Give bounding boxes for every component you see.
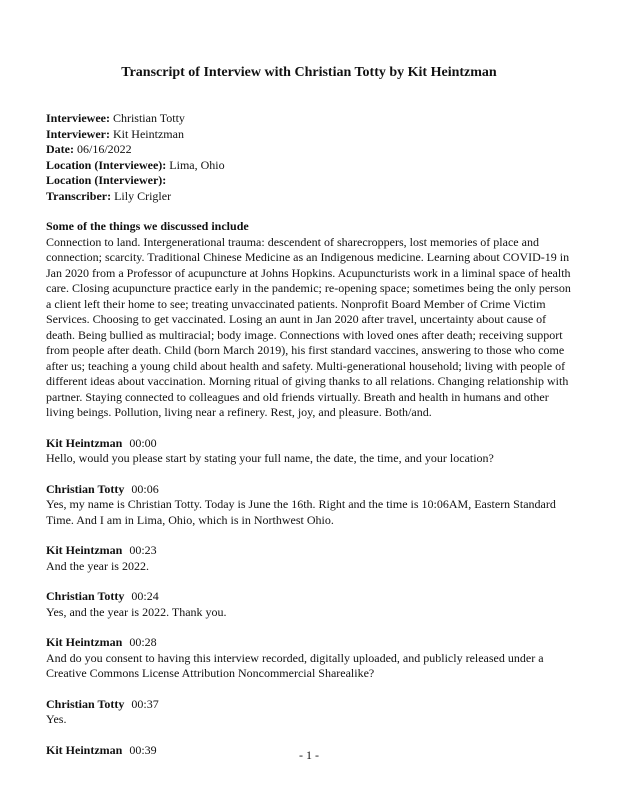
- summary-heading: Some of the things we discussed include: [46, 219, 249, 233]
- dialogue-turn: [46, 635, 572, 682]
- speaker-line: [46, 635, 572, 651]
- dialogue-text: Hello, would you please start by stating your full name, the date, the time, and your location?: [46, 451, 494, 465]
- speaker-line: [46, 589, 572, 605]
- dialogue-section: [46, 436, 572, 759]
- metadata-value: Christian Totty: [112, 111, 185, 125]
- metadata-row-interviewee: [46, 111, 572, 127]
- dialogue-turn: [46, 482, 572, 529]
- speaker-line: [46, 543, 572, 559]
- dialogue-text: Yes, my name is Christian Totty. Today is June the 16th. Right and the time is 10:06AM, Eastern Standard Time. And I am in Lima, Ohio, which is in Northwest Ohio.: [46, 497, 556, 527]
- page-title: Transcript of Interview with Christian Totty by Kit Heintzman: [121, 65, 497, 80]
- speaker-name: Kit Heintzman: [46, 742, 123, 757]
- dialogue-turn: [46, 436, 572, 467]
- metadata-value: Kit Heintzman: [112, 126, 184, 141]
- dialogue-text: And the year is 2022.: [46, 558, 149, 573]
- speaker-name: Kit Heintzman: [46, 543, 123, 557]
- metadata-value: Lima, Ohio: [169, 157, 225, 172]
- timestamp: 00:00: [129, 435, 157, 450]
- dialogue-text: Yes, and the year is 2022. Thank you.: [46, 604, 227, 619]
- metadata-row-transcriber: [46, 189, 572, 205]
- dialogue-turn: [46, 543, 572, 574]
- speaker-name: Christian Totty: [46, 481, 125, 496]
- dialogue-turn: [46, 697, 572, 728]
- speaker-name: Christian Totty: [46, 696, 125, 711]
- metadata-row-date: [46, 142, 572, 158]
- metadata-value: 06/16/2022: [76, 142, 132, 156]
- page-number: - 1 -: [299, 748, 319, 762]
- dialogue-turn: [46, 589, 572, 620]
- speaker-name: Kit Heintzman: [46, 635, 123, 649]
- metadata-label: Transcriber:: [46, 188, 112, 203]
- summary-text: Connection to land. Intergenerational trauma: descendent of sharecroppers, lost memories of place and connection; scarcity. Traditional Chinese Medicine as an Indigenous medicine. Learning about COVID-19 in Jan 2020 from a Professor of acupuncture at Johns Hopkins. Acupuncturists work in a liminal space of health care. Closing acupuncture practice early in the pandemic; re-opening space; sometimes being the only person a client left their home to see; treating unvaccinated patients. Nonprofit Board Member of Crime Victim Services. Choosing to get vaccinated. Losing an aunt in Jan 2020 after travel, uncertainty about cause of death. Being bullied as multiracial; body image. Connections with loved ones after death; receiving support from people after death. Child (born March 2019), his first standard vaccines, answering to those who come after us; teaching a young child about health and safety. Multi-generational household; living with people of different ideas about vaccination. Morning ritual of giving thanks to all relations. Changing relationship with partner. Staying connected to colleagues and old friends virtually. Breath and health in humans and other living beings. Pollution, living near a refinery. Rest, joy, and pleasure. Both/and.: [46, 234, 571, 419]
- metadata-label: Interviewee:: [46, 111, 110, 125]
- speaker-line: [46, 436, 572, 452]
- metadata-row-interviewer: [46, 127, 572, 143]
- metadata-row-location-interviewee: [46, 158, 572, 174]
- timestamp: 00:23: [129, 543, 157, 557]
- metadata-label: Location (Interviewee):: [46, 157, 167, 172]
- speaker-line: [46, 482, 572, 498]
- timestamp: 00:24: [131, 589, 159, 603]
- timestamp: 00:39: [129, 742, 157, 757]
- timestamp: 00:06: [131, 481, 159, 496]
- dialogue-text: And do you consent to having this interview recorded, digitally uploaded, and publicly released under a Creative Commons License Attribution Noncommercial Sharealike?: [46, 650, 544, 680]
- metadata-label: Location (Interviewer):: [46, 173, 167, 187]
- metadata-value: Lily Crigler: [114, 188, 172, 203]
- metadata-label: Date:: [46, 142, 74, 156]
- metadata-row-location-interviewer: [46, 173, 572, 189]
- speaker-name: Kit Heintzman: [46, 435, 123, 450]
- metadata-label: Interviewer:: [46, 126, 110, 141]
- metadata-section: [46, 111, 572, 204]
- speaker-name: Christian Totty: [46, 589, 125, 603]
- timestamp: 00:37: [131, 696, 159, 711]
- speaker-line: [46, 697, 572, 713]
- dialogue-text: Yes.: [46, 712, 67, 726]
- timestamp: 00:28: [129, 635, 157, 649]
